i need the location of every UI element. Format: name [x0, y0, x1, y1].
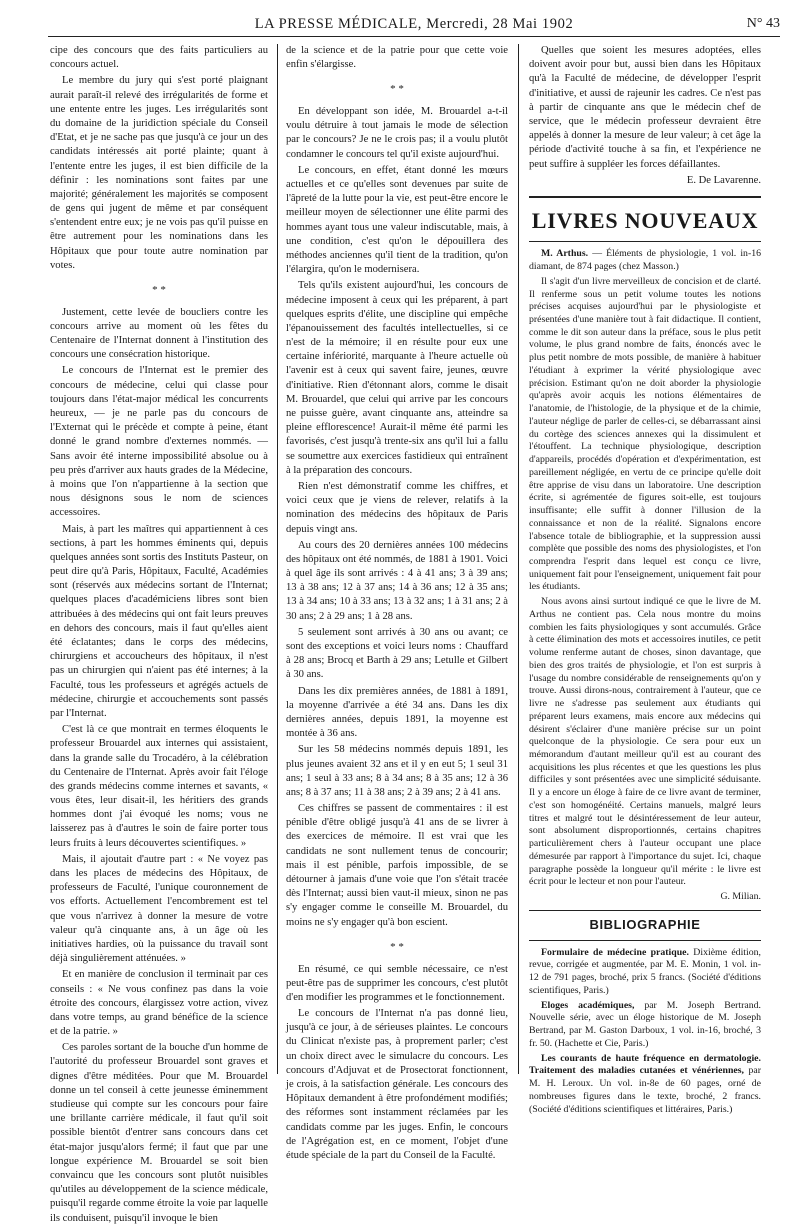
paragraph: Mais, il ajoutait d'autre part : « Ne voyez pas dans les places de médecins des Hôpitaux, de professeurs de Faculté, l'unique couronnement de vos efforts. Actuellement l'encombrement est tel que vous n'arrivez à donner la mesure de votre valeur qu'à cinquante ans, à un âge où les initiatives hardies, où la puissance du travail sont déjà singulièrement atténuées. » [50, 853, 268, 965]
paragraph: cipe des concours que des faits particuliers au concours actuel. [50, 45, 268, 71]
paragraph: Sur les 58 médecins nommés depuis 1891, les plus jeunes avaient 32 ans et il y en eut 5; 1 seul 31 ans; 1 seul à 33 ans; 8 à 34 ans; 8 à 35 ans; 12 à 36 ans; 8 à 37 ans; 11 à 38 ans; 2 à 39 ans; 2 à 41 ans. [286, 744, 508, 798]
column-3 [529, 44, 762, 1115]
book-author: M. Arthus. [541, 248, 589, 260]
column-2 [286, 44, 508, 1161]
header-title: LA PRESSE MÉDICALE, Mercredi, 28 Mai 1902 [254, 16, 574, 32]
paragraph: 5 seulement sont arrivés à 30 ans ou avant; ce sont des exceptions et voici leurs noms : Chauffard à 28 ans; Brocq et Barth à 29 ans; Letulle et Gilbert à 30 ans. [286, 626, 508, 681]
book-entry [529, 248, 761, 273]
section-heading-livres-nouveaux: LIVRES NOUVEAUX [529, 196, 761, 242]
bibliography-entry [529, 947, 761, 998]
entry-title: Formulaire de médecine pratique. [541, 946, 689, 958]
paragraph: Et en manière de conclusion il terminait par ces conseils : « Ne vous confinez pas dans la voie étroite des concours, élargissez votre action, vivez dans votre temps, au grand bénéfice de la science et de la patrie. » [50, 969, 268, 1038]
author-signature: G. Milian. [720, 891, 761, 903]
section-separator: * * [152, 284, 166, 296]
paragraph: Le membre du jury qui s'est porté plaignant aurait paraît-il relevé des irrégularités de forme et une entente entre les juges. Les irrégularités sont du domaine de la juridiction spéciale du Conseil d'Etat, et je ne sache pas que jusqu'à ce jour un des candidats intéressés ait porté plainte; quant à l'entente entre les juges, il est bien difficile de la définir : les nominations sont faites par une majorité; généralement les majorités se composent de gens qui jugent de même et par conséquent s'entendent entre eux; je ne vois pas qu'il puisse en être autrement pour les nominations dans les Hôpitaux que pour toute autre nomination par votes. [50, 75, 268, 271]
issue-number: N° 43 [746, 16, 780, 31]
paragraph: de la science et de la patrie pour que cette voie enfin s'élargisse. [286, 45, 508, 71]
paragraph: Ces chiffres se passent de commentaires : il est pénible d'être obligé jusqu'à 41 ans de se livrer à des exercices de mémoire. Il est vrai que les candidats ne sont nullement tenus de concourir; mais il est pénible, parfois impossible, de se détourner à jamais d'une voie que l'on s'était tracée dès l'Internat; aussi bien vaut-il mieux, sinon ne pas s'y engager comme le conseille M. Brouardel, du moins ne s'y engager qu'à bon escient. [286, 803, 508, 928]
paragraph: Le concours de l'Internat n'a pas donné lieu, jusqu'à ce jour, à de sérieuses plaintes. Le concours du Clinicat n'existe pas, à proprement parler; c'est un choix direct avec le simulacre du concours. Les concours d'Adjuvat et de Prosectorat fonctionnent, je crois, à la satisfaction générale. Les concours des Hôpitaux demandent à être profondément modifiés; des réformes sont instamment réclamées par les candidats comme par les juges. Enfin, le concours de l'Agrégation est, en ce moment, l'objet d'une étude spéciale de la part du Conseil de la Faculté. [286, 1008, 508, 1161]
section-separator: * * [390, 83, 404, 96]
entry-details: Dixième édition, revue, corrigée et augmentée, par M. E. Monin, 1 vol. in-12 de 791 pages, broché, prix 5 francs. (Société d'éditions scientifiques, Paris.) [529, 946, 761, 996]
paragraph: Tels qu'ils existent aujourd'hui, les concours de médecine imposent à ceux qui les préparent, à part quelques esprits d'élite, une discipline qui empêche l'épanouissement des facultés intellectuelles, si ce n'est de la mémoire; il en résulte pour eux une certaine infériorité, marquante à l'heure actuelle où l'avenir est à ceux qui savent faire, jeunes, œuvre d'initiative. Rien d'étonnant alors, comme le disait M. Brouardel, que celui qui arrive par les concours ne puisse guère, avant cinquante ans, atteindre sa pleine efflorescence! Aurait-il même été parmi les favorisés, c'est jusqu'à trente-six ans qu'il lui a fallu se soumettre aux exercices fastidieux qui entraînent à la préparation des concours. [286, 280, 508, 476]
paragraph: Justement, cette levée de boucliers contre les concours arrive au moment où les fêtes du Centenaire de l'Internat donnent à l'institution des concours une consécration historique. [50, 306, 268, 361]
column-1 [50, 44, 268, 1224]
paragraph: Au cours des 20 dernières années 100 médecins des hôpitaux ont été nommés, de 1881 à 1901. Voici à quel âge ils sont arrivés : 4 à 41 ans; 3 à 39 ans; 13 à 38 ans; 12 à 37 ans; 14 à 36 ans; 12 à 35 ans; 13 à 34 ans; 10 à 33 ans; 13 à 32 ans; 1 à 31 ans; 2 à 30 ans; 2 à 29 ans; 1 à 28 ans. [286, 539, 508, 622]
paragraph: En développant son idée, M. Brouardel a-t-il voulu détruire à tout jamais le mode de sélection par le concours? Je ne le crois pas; il a voulu plutôt condamner le concours tel qu'il existe aujourd'hui. [286, 106, 508, 160]
bibliography-entry [529, 1053, 761, 1117]
book-review: Nous avons ainsi surtout indiqué ce que le livre de M. Arthus ne contient pas. Cela nous montre du moins combien les faits physiologiques y sont accumulés. Grâce à cette élimination des mots et accessoires inutiles, ce petit volume renferme autant de choses, sinon davantage, que bien des gros traités de physiologie, et l'on est surpris à l'usage du nombre considérable de renseignements qu'on y trouve. Aussi dirons-nous, contrairement à l'auteur, que ce livre ne s'adresse pas seulement aux étudiants qui préparent leurs examens, mais encore aux médecins qui désirent s'éclairer d'une manière précise sur un point quelconque de la physiologie. Ce sera pour eux un mémorandum d'autant meilleur qu'il est au courant des acquisitions les plus récentes et que les questions les plus difficiles y sont présentées avec une simplicité séduisante. Il y a encore un éloge à faire de ce livre avant de terminer, c'est son homogénéité. Certains manuels, malgré leurs titres et malgré tout le désintéressement de leur auteur, sont absolument disproportionnés, certains chapitres particulièrement chers à l'auteur occupant une place démesurée par rapport à l'importance du sujet. Ici, chaque paragraphe possède la longueur qu'il mérite : le livre est écrit pour le lecteur et non pour l'auteur. [529, 596, 761, 888]
section-heading-bibliographie: BIBLIOGRAPHIE [529, 910, 761, 941]
entry-details: par M. H. Leroux. Un vol. in-8e de 60 pages, orné de nombreuses figures dans le texte, broché, 2 francs. (Société d'éditions scientifiques et littéraires, Paris.) [529, 1065, 761, 1115]
column-divider [277, 44, 278, 1074]
book-review: Il s'agit d'un livre merveilleux de concision et de clarté. Il renferme sous un petit volume toutes les notions précises acquises aujourd'hui par le physiologiste et présentées d'une manière tout à fait didactique. Il contient, comme le dit son auteur dans la préface, sous le plus petit volume, le plus grand nombre de faits, énoncés avec le plus petit nombre de mots possible, de manière à habituer l'étudiant à exprimer la vérité physiologique avec précision. Estimant qu'on ne doit aborder la physiologie qu'après avoir acquis les notions élémentaires de l'anatomie, de l'histologie, de la physique et de la chimie, l'auteur néglige de parler de celles-ci, se débarrassant ainsi du cortège des sciences annexes qui la dissimulent et l'étouffent. La technique physiologique, description d'appareils, procédés d'opération et d'expérimentation, est pareillement négligée, en vertu de ce principe qu'elle doit être apprise de visu dans un laboratoire. Une description écrite, si agrémentée de figures soit-elle, est toujours insuffisante; elle suffit à donner l'illusion de la connaissance et non de la réalité. Signalons encore l'absence totale de bibliographie, et la suppression aussi complète que possible des noms des physiologistes, et l'on comprendra l'esprit dans lequel est conçu ce livre, uniquement fait pour l'enseignement, uniquement fait pour les étudiants. [529, 275, 761, 593]
paragraph: Quelles que soient les mesures adoptées, elles doivent avoir pour but, aussi bien dans les Hôpitaux qu'à la Faculté de médecine, de développer l'esprit d'initiative, et aussi de rajeunir les cadres. Ce n'est pas à partir de cinquante ans que le médecin chef de service, que le médecin professeur devraient être appelés à donner la mesure de leur valeur; à cet âge la période d'activité touche à sa fin, et l'expérience ne peut suffire à suppléer les forces défaillantes. [529, 45, 761, 170]
column-divider [518, 44, 519, 1074]
paragraph: Ces paroles sortant de la bouche d'un homme de l'autorité du professeur Brouardel sont graves et dignes d'être méditées. Pour que M. Brouardel donne un tel conseil à cette jeunesse éminemment studieuse qui compte sur les concours pour faire une brillante carrière médicale, il faut qu'il soit possible bientôt d'entrer sans concours dans cet état-major jusqu'alors fermé; il faut que par une longue expérience M. Brouardel se soit bien convaincu que les concours sont plutôt nuisibles qu'utiles au développement de la science médicale, puisqu'il regarde comme étroite la voie par laquelle ils conduisent, puisqu'il invoque le bien [50, 1042, 268, 1224]
paragraph: C'est là ce que montrait en termes éloquents le professeur Brouardel aux internes qui assistaient, dans la grande salle du Trocadéro, à la célébration du Centenaire de l'Internat. Après avoir fait l'éloge des grands médecins comme internes et savants, « vous êtes, leur disait-il, les héritiers des grands hommes dont j'ai évoqué les noms; vous ne laisserez pas à d'autres le soin de faire porter tous leurs fruits à leurs découvertes scientifiques. » [50, 724, 268, 849]
paragraph: Le concours de l'Internat est le premier des concours de médecine, celui qui classe pour toujours dans l'état-major médical les concurrents heureux, — je ne parle pas du concours de l'Externat qui le précède et compte à peine, étant donné le grand nombre d'externes nommés. — Sans avoir été interne impossibilité absolue ou à peu près d'arriver aux hauts grades de la Médecine, à moins que l'on n'appartienne à la section que nous désignons sous le nom de sciences accessoires. [50, 365, 268, 519]
paragraph: En résumé, ce qui semble nécessaire, ce n'est peut-être pas de supprimer les concours, c'est plutôt d'en modifier les programmes et le fonctionnement. [286, 963, 508, 1003]
paragraph: Mais, à part les maîtres qui appartiennent à ces sections, à part les hommes éminents qui, depuis quelques années sont sortis des Instituts Pasteur, on peut dire qu'à Paris, Hôpitaux, Faculté, Académies sont (réservés aux médecins sortant de l'Internat; quelques places d'académiciens libres sont bien attribuées à des médecins qui ont fait leurs preuves en dehors des concours, mais il faut qu'elles aient été éclatantes; dans le corps des médecins, chirurgiens et accoucheurs des hôpitaux, il n'est pas un chirurgien qui n'aient pas été internes; à la Faculté, tous les professeurs et agrégés actuels de médecine, chirurgie et accouchements sont passés par l'Internat. [50, 523, 268, 719]
section-separator: * * [390, 940, 404, 953]
entry-title: Eloges académiques, [541, 999, 635, 1011]
entry-details: par M. Joseph Bertrand. Nouvelle série, avec un éloge historique de M. Joseph Bertrand, par M. Gaston Darboux, 1 vol. in-16, broché, 3 fr. 50. (Hachette et Cie, Paris.) [529, 999, 762, 1049]
page-header [48, 8, 780, 37]
entry-title: Les courants de haute fréquence en dermatologie. Traitement des maladies cutanées et vénériennes, [529, 1052, 761, 1077]
bibliography-entry [529, 1000, 761, 1051]
book-details: — Éléments de physiologie, 1 vol. in-16 diamant, de 874 pages (chez Masson.) [529, 248, 762, 273]
paragraph: Rien n'est démonstratif comme les chiffres, et voici ceux que je viens de relever, relatifs à la nomination des médecins des hôpitaux de Paris depuis vingt ans. [286, 480, 508, 535]
author-signature: E. De Lavarenne. [686, 174, 761, 186]
paragraph: Dans les dix premières années, de 1881 à 1891, la moyenne d'arrivée a été 34 ans. Dans les dix dernières années, depuis 1891, la moyenne est montée à 36 ans. [286, 685, 508, 740]
paragraph: Le concours, en effet, étant donné les mœurs actuelles et ce qu'elles sont devenues par suite de l'âpreté de la lutte pour la vie, est peut-être encore le meilleur moyen de sélectionner une élite parmi des hommes ayant tous une valeur indiscutable, mais, à une condition, c'est qu'on le dépouillera des méthodes anciennes qu'il tient de la tradition, qu'on l'élargira, qu'on le modernisera. [286, 164, 508, 276]
